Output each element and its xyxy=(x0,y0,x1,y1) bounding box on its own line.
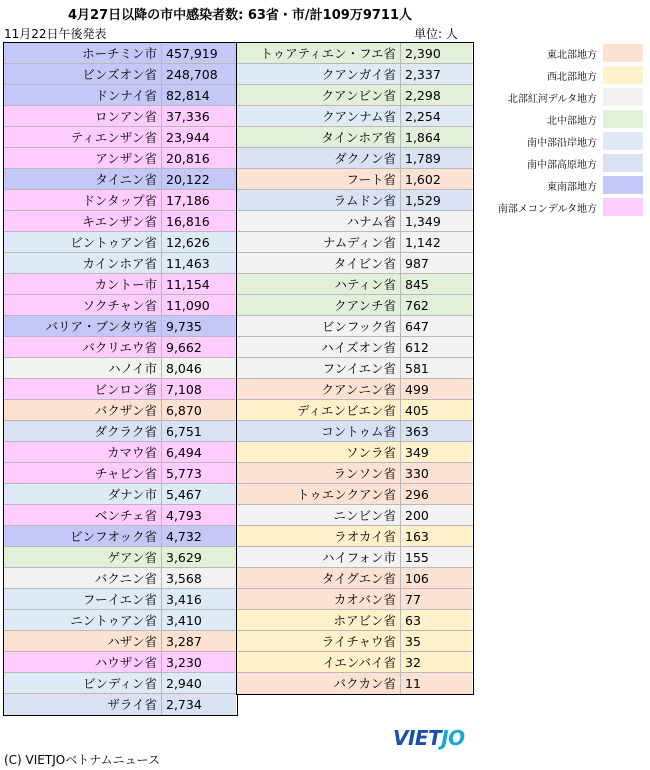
case-count: 987 xyxy=(401,253,472,273)
province-name: ディエンビエン省 xyxy=(237,400,401,420)
legend-label: 西北部地方 xyxy=(547,71,597,83)
table-row xyxy=(237,547,473,568)
table-row xyxy=(4,190,237,211)
table-row xyxy=(4,64,237,85)
case-count: 11,463 xyxy=(162,253,236,273)
table-row xyxy=(4,631,237,652)
table-row xyxy=(4,316,237,337)
case-count: 20,816 xyxy=(162,148,236,168)
table-row xyxy=(237,337,473,358)
province-name: ハイズオン省 xyxy=(237,337,401,357)
case-count: 63 xyxy=(401,610,472,630)
province-table-left xyxy=(3,42,238,716)
case-count: 1,142 xyxy=(401,232,472,252)
case-count: 106 xyxy=(401,568,472,588)
case-count: 3,230 xyxy=(162,652,236,672)
table-row xyxy=(237,631,473,652)
province-name: トゥアティエン・フエ省 xyxy=(237,43,401,63)
case-count: 7,108 xyxy=(162,379,236,399)
table-row xyxy=(237,64,473,85)
case-count: 3,287 xyxy=(162,631,236,651)
legend-swatch xyxy=(603,66,643,84)
case-count: 17,186 xyxy=(162,190,236,210)
legend-swatch xyxy=(603,44,643,62)
case-count: 1,602 xyxy=(401,169,472,189)
legend-label: 南部メコンデルタ地方 xyxy=(497,203,597,215)
table-row xyxy=(237,211,473,232)
case-count: 248,708 xyxy=(162,64,236,84)
table-row xyxy=(4,547,237,568)
province-name: ハティン省 xyxy=(237,274,401,294)
province-name: キエンザン省 xyxy=(4,211,162,231)
legend-item-nc xyxy=(482,108,646,130)
table-row xyxy=(4,295,237,316)
province-name: バクザン省 xyxy=(4,400,162,420)
province-name: ライチャウ省 xyxy=(237,631,401,651)
case-count: 9,662 xyxy=(162,337,236,357)
province-table-right xyxy=(236,42,474,695)
announcement-date: 11月22日午後発表 xyxy=(4,27,107,41)
table-row xyxy=(4,253,237,274)
table-row xyxy=(4,379,237,400)
table-row xyxy=(4,337,237,358)
case-count: 32 xyxy=(401,652,472,672)
province-name: ダクラク省 xyxy=(4,421,162,441)
legend-item-ne xyxy=(482,42,646,64)
legend-label: 南中部沿岸地方 xyxy=(527,137,597,149)
table-row xyxy=(4,694,237,715)
province-name: ザライ省 xyxy=(4,694,162,715)
province-name: ロンアン省 xyxy=(4,106,162,126)
table-row xyxy=(4,568,237,589)
province-name: クアンナム省 xyxy=(237,106,401,126)
province-name: タインホア省 xyxy=(237,127,401,147)
case-count: 1,789 xyxy=(401,148,472,168)
table-row xyxy=(237,127,473,148)
table-row xyxy=(237,274,473,295)
legend-label: 北部紅河デルタ地方 xyxy=(507,93,597,105)
table-row xyxy=(4,505,237,526)
province-name: カントー市 xyxy=(4,274,162,294)
case-count: 12,626 xyxy=(162,232,236,252)
case-count: 8,046 xyxy=(162,358,236,378)
table-row xyxy=(237,526,473,547)
table-row xyxy=(237,400,473,421)
case-count: 35 xyxy=(401,631,472,651)
table-row xyxy=(237,106,473,127)
table-row xyxy=(4,442,237,463)
province-name: ゲアン省 xyxy=(4,547,162,567)
legend-swatch xyxy=(603,198,643,216)
case-count: 405 xyxy=(401,400,472,420)
province-name: フート省 xyxy=(237,169,401,189)
legend-item-scc xyxy=(482,130,646,152)
table-row xyxy=(4,148,237,169)
province-name: バクニン省 xyxy=(4,568,162,588)
case-count: 200 xyxy=(401,505,472,525)
province-name: タイグエン省 xyxy=(237,568,401,588)
province-name: フンイエン省 xyxy=(237,358,401,378)
table-row xyxy=(237,484,473,505)
table-row xyxy=(4,127,237,148)
logo-part-viet: VIET xyxy=(393,726,442,750)
province-name: ダナン市 xyxy=(4,484,162,504)
table-row xyxy=(4,526,237,547)
province-name: ソクチャン省 xyxy=(4,295,162,315)
case-count: 1,529 xyxy=(401,190,472,210)
province-name: ホアビン省 xyxy=(237,610,401,630)
case-count: 363 xyxy=(401,421,472,441)
vietjo-logo xyxy=(393,726,465,750)
legend-item-nw xyxy=(482,64,646,86)
province-name: ドンナイ省 xyxy=(4,85,162,105)
table-row xyxy=(4,589,237,610)
province-name: クアンニン省 xyxy=(237,379,401,399)
case-count: 349 xyxy=(401,442,472,462)
legend-swatch xyxy=(603,176,643,194)
case-count: 4,793 xyxy=(162,505,236,525)
copyright-credit: (C) VIETJOベトナムニュース xyxy=(4,753,161,767)
table-row xyxy=(4,106,237,127)
legend-label: 東北部地方 xyxy=(547,49,597,61)
province-name: ハナム省 xyxy=(237,211,401,231)
table-row xyxy=(4,673,237,694)
province-name: イエンバイ省 xyxy=(237,652,401,672)
province-name: アンザン省 xyxy=(4,148,162,168)
table-row xyxy=(237,505,473,526)
case-count: 20,122 xyxy=(162,169,236,189)
table-row xyxy=(237,148,473,169)
case-count: 3,568 xyxy=(162,568,236,588)
case-count: 5,773 xyxy=(162,463,236,483)
province-name: ビンフオック省 xyxy=(4,526,162,546)
province-name: ハイフォン市 xyxy=(237,547,401,567)
table-row xyxy=(237,589,473,610)
province-name: カオバン省 xyxy=(237,589,401,609)
table-row xyxy=(237,463,473,484)
province-name: ビンディン省 xyxy=(4,673,162,693)
table-row xyxy=(237,169,473,190)
legend-swatch xyxy=(603,88,643,106)
case-count: 1,864 xyxy=(401,127,472,147)
province-name: ハウザン省 xyxy=(4,652,162,672)
case-count: 845 xyxy=(401,274,472,294)
table-row xyxy=(4,421,237,442)
legend-item-se xyxy=(482,174,646,196)
table-row xyxy=(237,652,473,673)
province-name: タイビン省 xyxy=(237,253,401,273)
table-row xyxy=(4,85,237,106)
case-count: 499 xyxy=(401,379,472,399)
province-name: コントゥム省 xyxy=(237,421,401,441)
province-name: ソンラ省 xyxy=(237,442,401,462)
table-row xyxy=(237,379,473,400)
case-count: 155 xyxy=(401,547,472,567)
case-count: 163 xyxy=(401,526,472,546)
province-name: ドンタップ省 xyxy=(4,190,162,210)
table-row xyxy=(237,421,473,442)
case-count: 11,154 xyxy=(162,274,236,294)
province-name: バクリエウ省 xyxy=(4,337,162,357)
case-count: 457,919 xyxy=(162,43,236,63)
unit-label: 単位: 人 xyxy=(414,27,458,41)
legend-label: 北中部地方 xyxy=(547,115,597,127)
province-name: ティエンザン省 xyxy=(4,127,162,147)
case-count: 23,944 xyxy=(162,127,236,147)
case-count: 2,298 xyxy=(401,85,472,105)
case-count: 3,416 xyxy=(162,589,236,609)
province-name: ラムドン省 xyxy=(237,190,401,210)
legend-item-ch xyxy=(482,152,646,174)
case-count: 2,254 xyxy=(401,106,472,126)
case-count: 77 xyxy=(401,589,472,609)
case-count: 581 xyxy=(401,358,472,378)
table-row xyxy=(237,316,473,337)
case-count: 6,870 xyxy=(162,400,236,420)
table-row xyxy=(4,211,237,232)
case-count: 4,732 xyxy=(162,526,236,546)
case-count: 762 xyxy=(401,295,472,315)
case-count: 11 xyxy=(401,673,472,694)
table-row xyxy=(4,358,237,379)
province-name: ニントゥアン省 xyxy=(4,610,162,630)
province-name: クアンチ省 xyxy=(237,295,401,315)
province-name: トゥエンクアン省 xyxy=(237,484,401,504)
legend-item-md xyxy=(482,196,646,218)
case-count: 6,751 xyxy=(162,421,236,441)
province-name: カインホア省 xyxy=(4,253,162,273)
region-legend xyxy=(482,42,646,218)
case-count: 1,349 xyxy=(401,211,472,231)
province-name: チャビン省 xyxy=(4,463,162,483)
case-count: 2,390 xyxy=(401,43,472,63)
province-name: ビンズオン省 xyxy=(4,64,162,84)
table-row xyxy=(4,652,237,673)
table-row xyxy=(237,610,473,631)
table-row xyxy=(237,43,473,64)
province-name: フーイエン省 xyxy=(4,589,162,609)
table-row xyxy=(4,232,237,253)
table-row xyxy=(237,85,473,106)
table-row xyxy=(4,400,237,421)
case-count: 37,336 xyxy=(162,106,236,126)
case-count: 16,816 xyxy=(162,211,236,231)
legend-label: 東南部地方 xyxy=(547,181,597,193)
legend-item-rr xyxy=(482,86,646,108)
province-name: ビンロン省 xyxy=(4,379,162,399)
case-count: 5,467 xyxy=(162,484,236,504)
case-count: 6,494 xyxy=(162,442,236,462)
case-count: 330 xyxy=(401,463,472,483)
legend-label: 南中部高原地方 xyxy=(527,159,597,171)
case-count: 296 xyxy=(401,484,472,504)
province-name: ナムディン省 xyxy=(237,232,401,252)
province-name: ベンチェ省 xyxy=(4,505,162,525)
province-name: バクカン省 xyxy=(237,673,401,694)
province-name: ホーチミン市 xyxy=(4,43,162,63)
table-row xyxy=(4,274,237,295)
table-row xyxy=(237,190,473,211)
legend-swatch xyxy=(603,132,643,150)
province-name: クアンガイ省 xyxy=(237,64,401,84)
table-row xyxy=(237,358,473,379)
table-row xyxy=(237,568,473,589)
case-count: 2,337 xyxy=(401,64,472,84)
province-name: ハノイ市 xyxy=(4,358,162,378)
province-name: ハザン省 xyxy=(4,631,162,651)
case-count: 2,940 xyxy=(162,673,236,693)
province-name: カマウ省 xyxy=(4,442,162,462)
table-row xyxy=(4,43,237,64)
case-count: 3,629 xyxy=(162,547,236,567)
logo-part-jo: JO xyxy=(441,726,465,750)
province-name: タイニン省 xyxy=(4,169,162,189)
province-name: バリア・ブンタウ省 xyxy=(4,316,162,336)
legend-swatch xyxy=(603,110,643,128)
table-row xyxy=(4,610,237,631)
case-count: 9,735 xyxy=(162,316,236,336)
case-count: 11,090 xyxy=(162,295,236,315)
chart-title: 4月27日以降の市中感染者数: 63省・市/計109万9711人 xyxy=(67,8,413,23)
province-name: ダクノン省 xyxy=(237,148,401,168)
table-row xyxy=(4,463,237,484)
table-row xyxy=(237,232,473,253)
case-count: 647 xyxy=(401,316,472,336)
province-name: ビントゥアン省 xyxy=(4,232,162,252)
table-row xyxy=(237,442,473,463)
province-name: クアンビン省 xyxy=(237,85,401,105)
table-row xyxy=(4,169,237,190)
table-row xyxy=(237,295,473,316)
case-count: 82,814 xyxy=(162,85,236,105)
table-row xyxy=(237,673,473,694)
province-name: ビンフック省 xyxy=(237,316,401,336)
legend-swatch xyxy=(603,154,643,172)
province-name: ニンビン省 xyxy=(237,505,401,525)
province-name: ランソン省 xyxy=(237,463,401,483)
case-count: 2,734 xyxy=(162,694,236,715)
table-row xyxy=(237,253,473,274)
province-name: ラオカイ省 xyxy=(237,526,401,546)
table-row xyxy=(4,484,237,505)
case-count: 612 xyxy=(401,337,472,357)
case-count: 3,410 xyxy=(162,610,236,630)
